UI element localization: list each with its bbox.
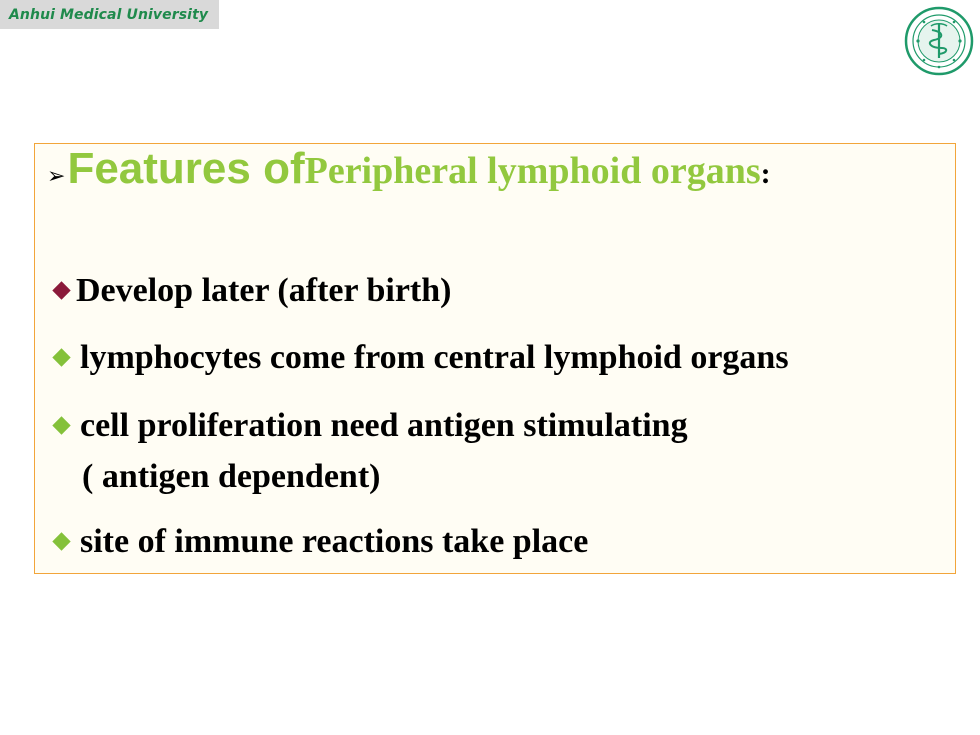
bullet-item xyxy=(49,523,588,561)
title-colon: : xyxy=(760,157,771,190)
diamond-bullet-icon xyxy=(52,416,70,434)
institution-name: Anhui Medical University xyxy=(9,6,209,23)
arrow-bullet-icon: ➢ xyxy=(47,164,66,189)
slide-title xyxy=(47,144,771,200)
bullet-text: site of immune reactions take place xyxy=(80,523,589,560)
diamond-bullet-icon xyxy=(52,348,70,366)
bullet-text: Develop later (after birth) xyxy=(76,272,452,309)
diamond-bullet-icon xyxy=(52,281,70,299)
title-part-features: Features of xyxy=(67,144,305,193)
institution-tag xyxy=(0,0,219,29)
bullet-item xyxy=(49,272,451,310)
title-part-organs: Peripheral lymphoid organs xyxy=(304,150,761,192)
bullet-text: cell proliferation need antigen stimulating xyxy=(80,407,688,444)
bullet-item xyxy=(49,339,789,377)
content-box xyxy=(34,143,956,574)
bullet-continuation: ( antigen dependent) xyxy=(82,458,381,495)
bullet-item xyxy=(49,407,688,445)
bullet-text: lymphocytes come from central lymphoid organs xyxy=(80,339,789,376)
university-seal-icon xyxy=(904,6,974,76)
diamond-bullet-icon xyxy=(52,532,70,550)
